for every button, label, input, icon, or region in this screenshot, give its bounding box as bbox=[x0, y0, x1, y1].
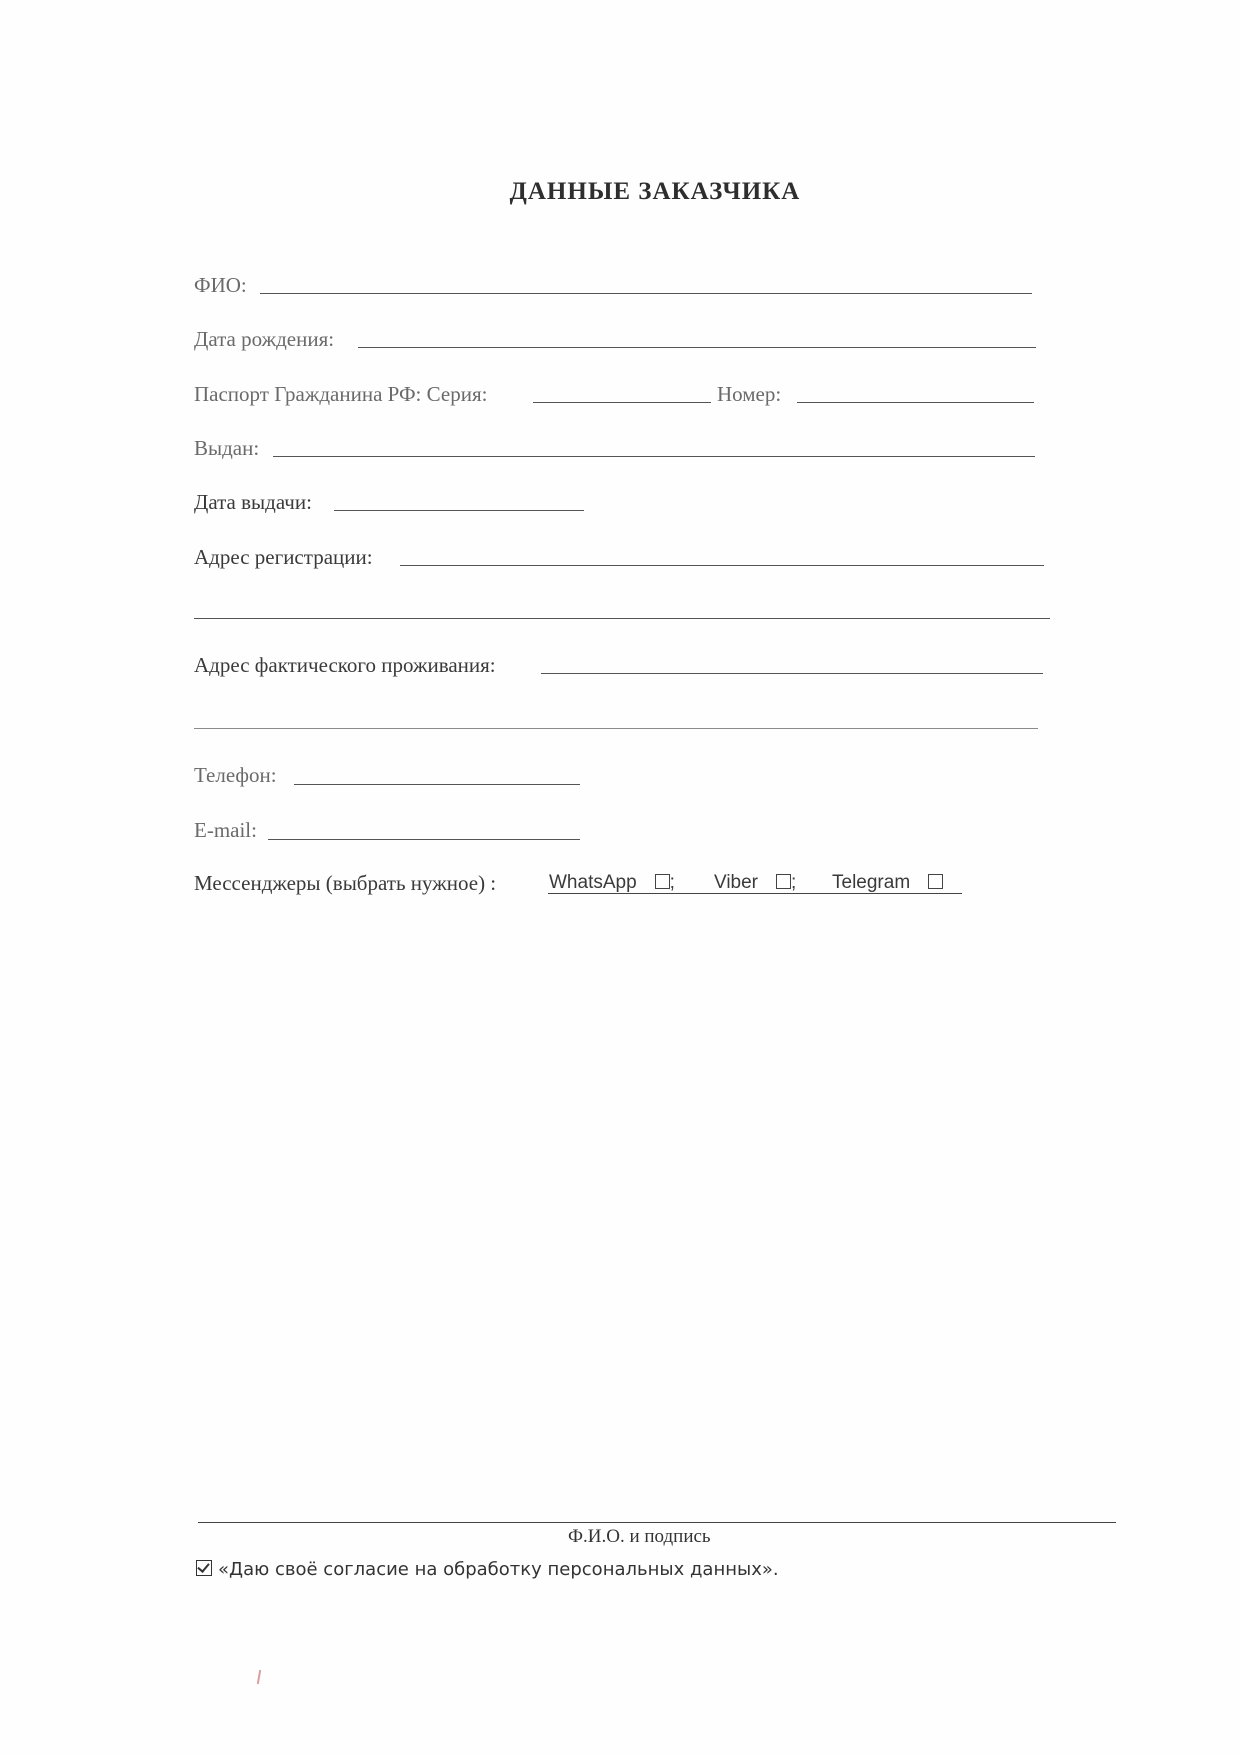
messengers-label: Мессенджеры (выбрать нужное) : bbox=[194, 871, 497, 895]
phone-field[interactable] bbox=[294, 784, 580, 785]
email-field[interactable] bbox=[268, 839, 580, 840]
phone-label: Телефон: bbox=[194, 763, 277, 787]
viber-separator: ; bbox=[791, 872, 797, 893]
actual-address-label: Адрес фактического проживания: bbox=[194, 653, 496, 677]
telegram-label: Telegram bbox=[832, 872, 911, 893]
signature-caption: Ф.И.О. и подпись bbox=[568, 1526, 711, 1547]
signature-line[interactable] bbox=[198, 1522, 1116, 1523]
passport-series-field[interactable] bbox=[533, 402, 711, 403]
issued-by-label: Выдан: bbox=[194, 436, 260, 460]
actual-address-field-line2[interactable] bbox=[194, 728, 1038, 729]
messengers-underline bbox=[548, 893, 962, 894]
passport-number-label: Номер: bbox=[717, 382, 782, 406]
registration-address-field-line2[interactable] bbox=[194, 618, 1050, 619]
form-title: ДАННЫЕ ЗАКАЗЧИКА bbox=[509, 178, 801, 205]
issue-date-label: Дата выдачи: bbox=[194, 490, 312, 514]
fio-label: ФИО: bbox=[194, 273, 247, 297]
consent-row bbox=[196, 1559, 779, 1580]
actual-address-field[interactable] bbox=[541, 673, 1043, 674]
viber-label: Viber bbox=[714, 872, 759, 893]
scan-speck bbox=[257, 1670, 261, 1684]
registration-address-field[interactable] bbox=[400, 565, 1044, 566]
birth-date-field[interactable] bbox=[358, 347, 1036, 348]
passport-series-label: Паспорт Гражданина РФ: Серия: bbox=[194, 382, 488, 406]
whatsapp-label: WhatsApp bbox=[549, 872, 637, 893]
whatsapp-checkbox-icon[interactable] bbox=[655, 874, 670, 889]
email-label: E-mail: bbox=[194, 818, 257, 842]
viber-checkbox-icon[interactable] bbox=[776, 874, 791, 889]
whatsapp-separator: ; bbox=[669, 872, 675, 893]
consent-text: «Даю своё согласие на обработку персональных данных». bbox=[218, 1559, 779, 1580]
issued-by-field[interactable] bbox=[273, 456, 1035, 457]
telegram-checkbox-icon[interactable] bbox=[928, 874, 943, 889]
registration-address-label: Адрес регистрации: bbox=[194, 545, 373, 569]
birth-date-label: Дата рождения: bbox=[194, 327, 335, 351]
issue-date-field[interactable] bbox=[334, 510, 584, 511]
fio-field[interactable] bbox=[260, 293, 1032, 294]
passport-number-field[interactable] bbox=[797, 402, 1034, 403]
consent-checked-checkbox-icon[interactable] bbox=[196, 1560, 212, 1576]
